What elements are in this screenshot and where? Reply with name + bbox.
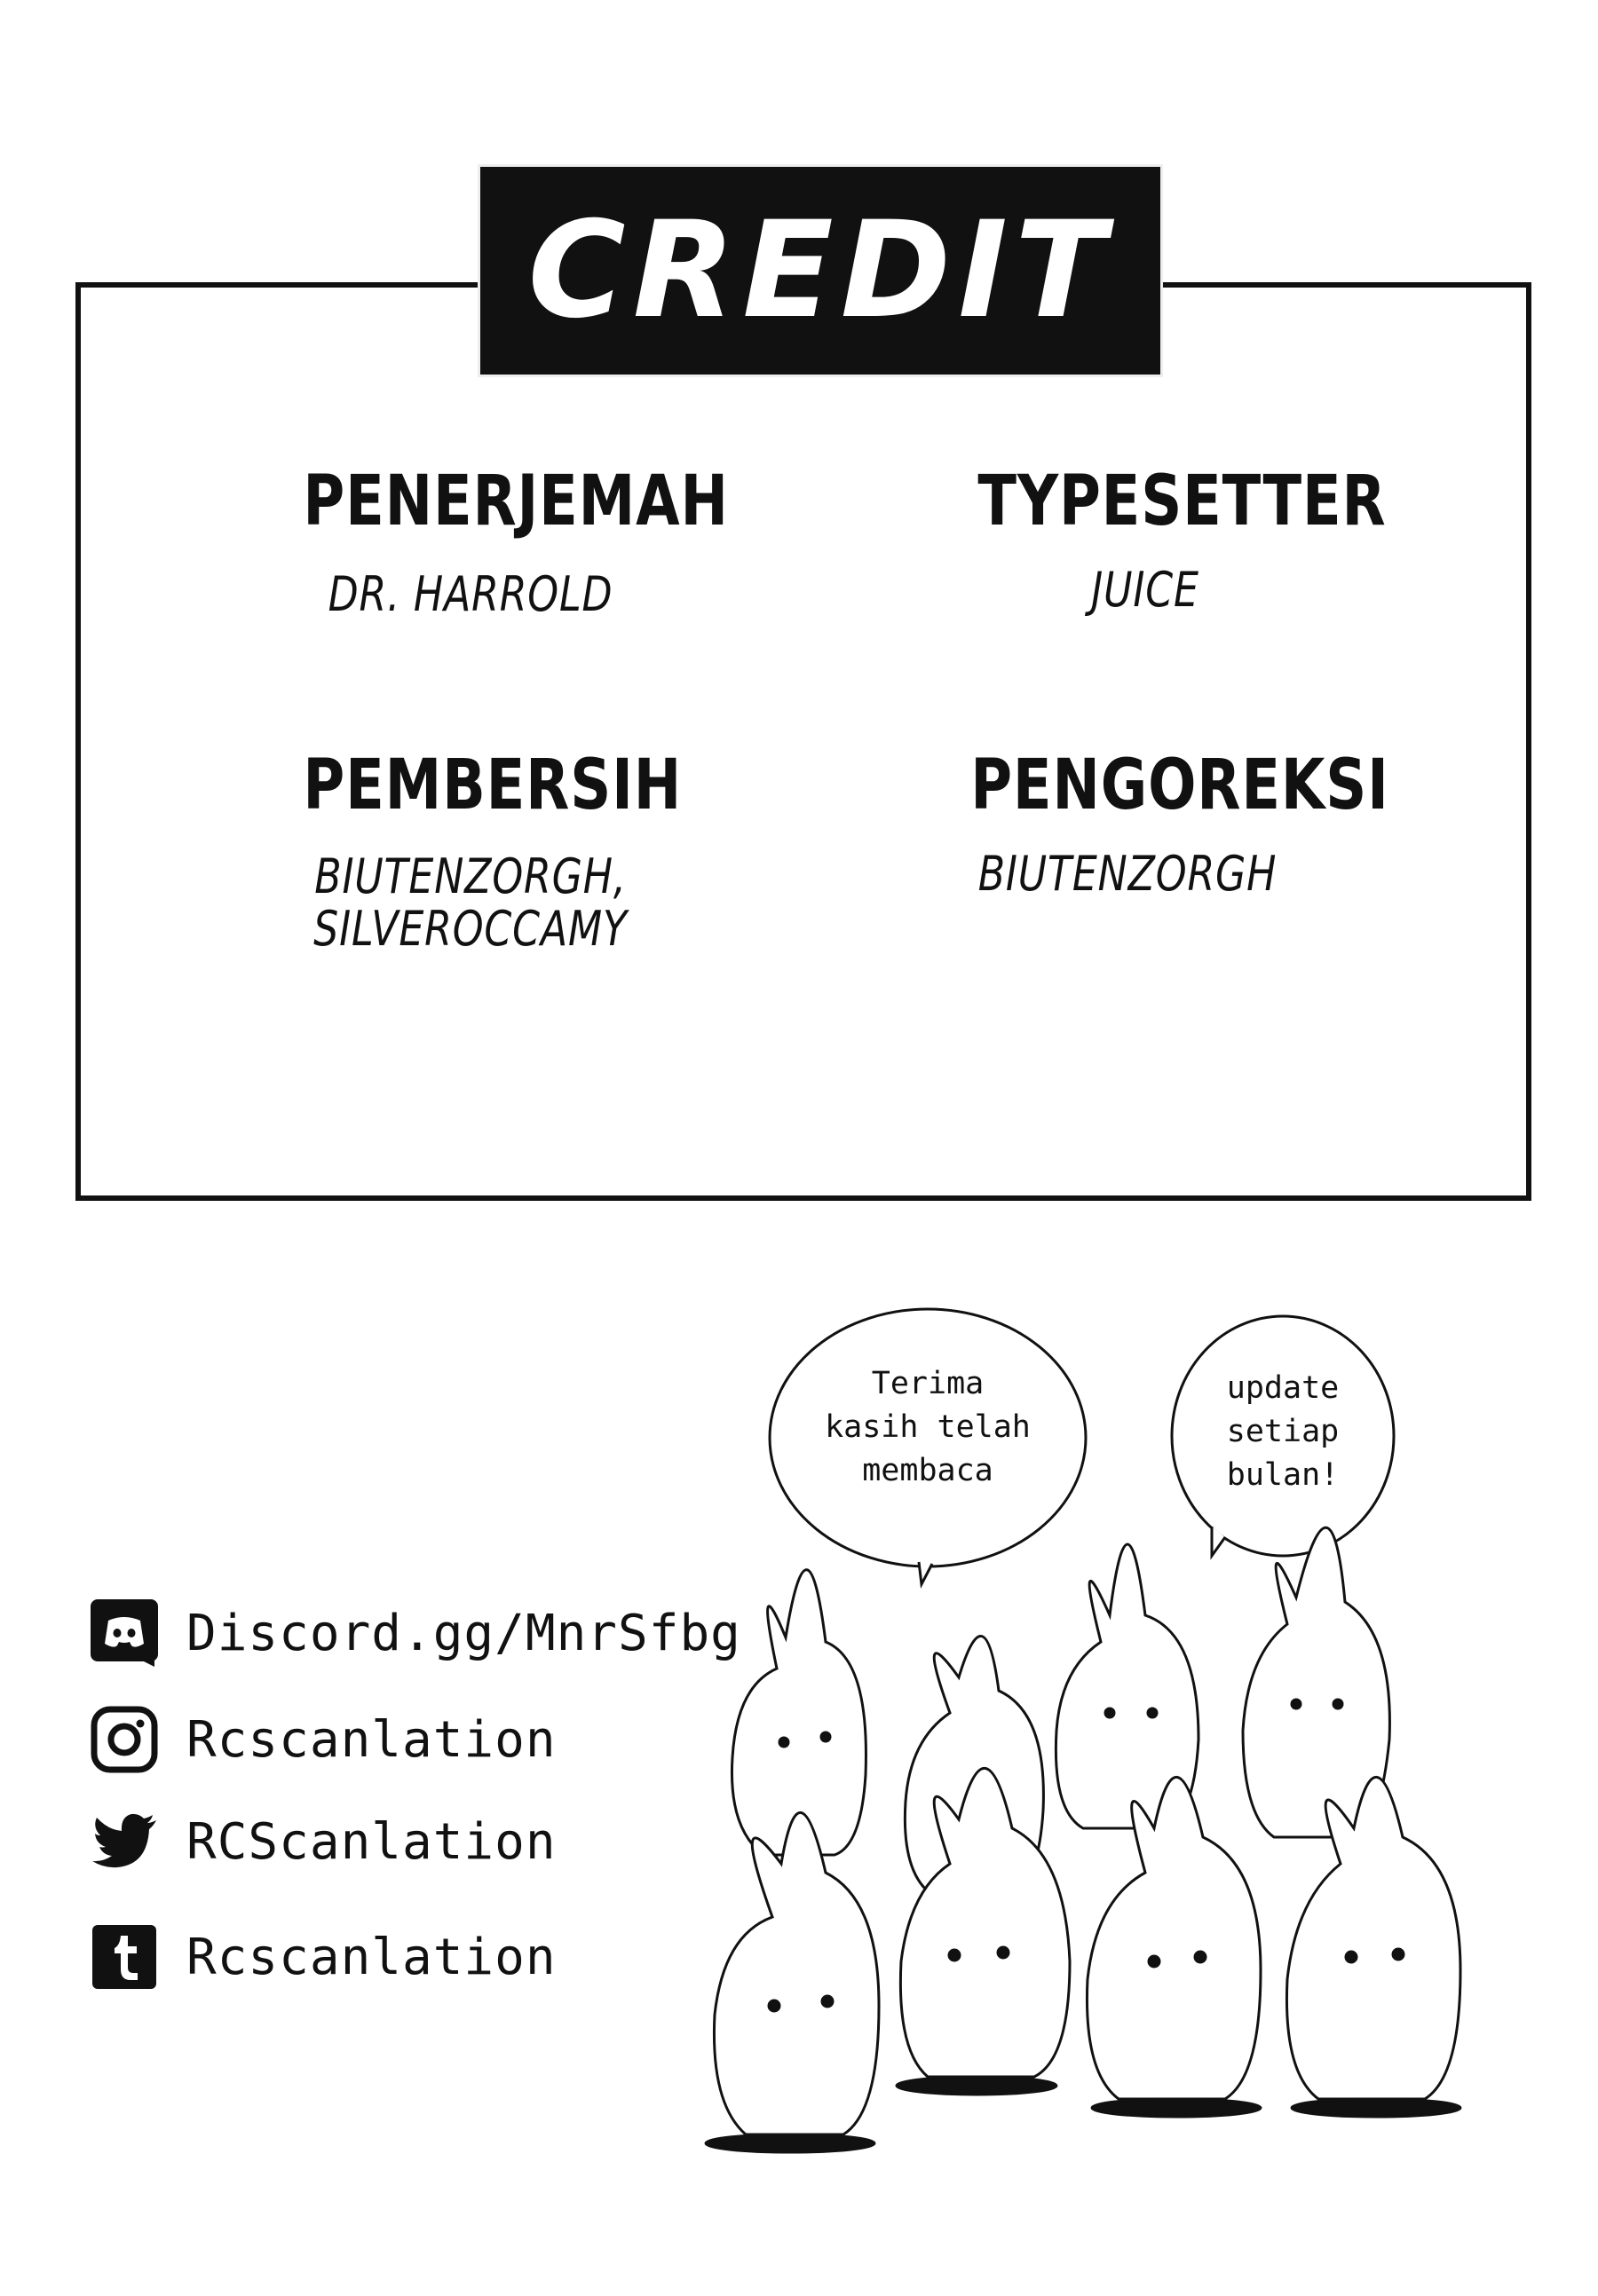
social-discord[interactable] — [89, 1593, 741, 1673]
tumblr-label: Rcscanlation — [186, 1928, 557, 1986]
social-instagram[interactable] — [89, 1700, 557, 1779]
bubble-left-text: Terima kasih telah membaca — [825, 1366, 1031, 1488]
twitter-icon — [89, 1806, 160, 1877]
tumblr-icon — [89, 1921, 160, 1992]
instagram-icon — [89, 1704, 160, 1775]
rabbit-illustration — [692, 1296, 1536, 2272]
credit-title-box — [478, 164, 1163, 377]
name-pengoreksi: BIUTENZORGH — [977, 846, 1278, 902]
credit-title: CREDIT — [527, 193, 1113, 348]
social-twitter[interactable] — [89, 1802, 557, 1882]
name-typesetter: JUICE — [1091, 562, 1199, 618]
name-penerjemah: DR. HARROLD — [328, 566, 613, 622]
social-tumblr[interactable] — [89, 1917, 557, 1997]
role-penerjemah: PENERJEMAH — [303, 462, 729, 541]
bubble-right-text: update setiap bulan! — [1226, 1370, 1340, 1493]
instagram-label: Rcscanlation — [186, 1710, 557, 1769]
role-pengoreksi: PENGOREKSI — [970, 746, 1389, 825]
twitter-label: RCScanlation — [186, 1812, 557, 1871]
discord-label: Discord.gg/MnrSfbg — [186, 1604, 741, 1662]
role-pembersih: PEMBERSIH — [303, 746, 683, 825]
credit-frame — [75, 282, 1531, 1201]
role-typesetter: TYPESETTER — [977, 462, 1387, 541]
name-pembersih: BIUTENZORGH, SILVEROCCAMY — [313, 848, 628, 958]
discord-icon — [89, 1598, 160, 1669]
rabbit-front-1 — [706, 1812, 879, 2152]
